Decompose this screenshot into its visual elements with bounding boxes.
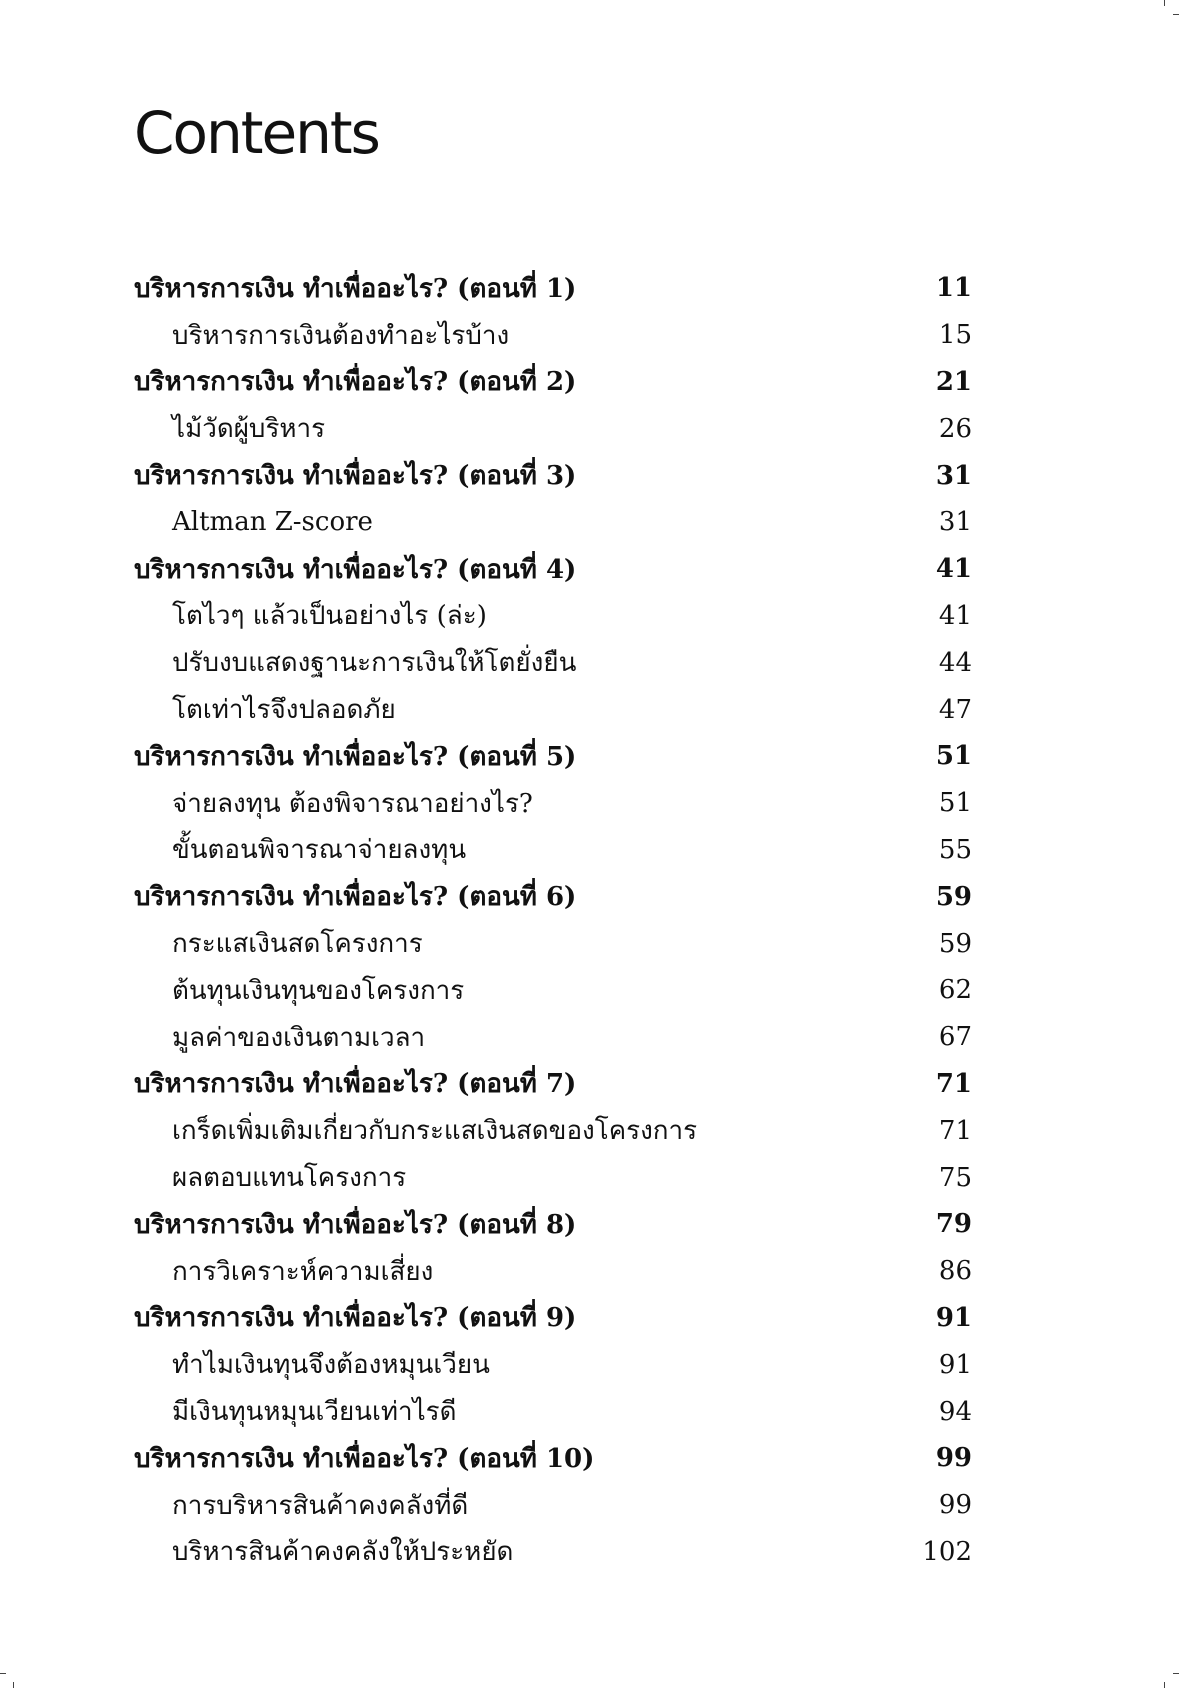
crop-mark-right-lower: [1173, 1673, 1179, 1674]
toc-entry-title: ไม้วัดผู้บริหาร: [172, 414, 326, 445]
toc-entry-title: การบริหารสินค้าคงคลังที่ดี: [172, 1490, 469, 1521]
toc-entry-page-number: 21: [935, 366, 972, 397]
toc-entry-page-number: 51: [938, 788, 972, 819]
toc-section-entry[interactable]: [134, 1388, 972, 1435]
toc-entry-page-number: 91: [935, 1302, 972, 1333]
toc-entry-page-number: 86: [938, 1256, 972, 1287]
toc-entry-page-number: 59: [935, 881, 972, 912]
toc-part-entry[interactable]: [134, 733, 972, 780]
toc-entry-page-number: 67: [938, 1022, 972, 1053]
toc-part-entry[interactable]: [134, 873, 972, 920]
page-title: Contents: [134, 99, 379, 167]
toc-entry-page-number: 55: [938, 834, 972, 865]
toc-entry-page-number: 79: [935, 1209, 972, 1240]
toc-section-entry[interactable]: [134, 312, 972, 359]
toc-entry-title: มูลค่าของเงินตามเวลา: [172, 1022, 426, 1053]
toc-entry-title: บริหารการเงิน ทำเพื่ออะไร? (ตอนที่ 10): [134, 1443, 595, 1474]
toc-entry-title: บริหารการเงิน ทำเพื่ออะไร? (ตอนที่ 1): [134, 273, 577, 304]
toc-section-entry[interactable]: [134, 639, 972, 686]
toc-section-entry[interactable]: [134, 1014, 972, 1061]
toc-entry-title: ขั้นตอนพิจารณาจ่ายลงทุน: [172, 835, 467, 866]
toc-entry-title: บริหารการเงิน ทำเพื่ออะไร? (ตอนที่ 7): [134, 1069, 577, 1100]
toc-section-entry[interactable]: [134, 1248, 972, 1295]
toc-part-entry[interactable]: [134, 1435, 972, 1482]
toc-entry-title: มีเงินทุนหมุนเวียนเท่าไรดี: [172, 1397, 457, 1428]
toc-entry-page-number: 99: [935, 1443, 972, 1474]
toc-part-entry[interactable]: [134, 265, 972, 312]
crop-mark-bottom-left: [13, 1682, 14, 1688]
toc-entry-title: บริหารสินค้าคงคลังให้ประหยัด: [172, 1537, 514, 1568]
toc-part-entry[interactable]: [134, 546, 972, 593]
toc-section-entry[interactable]: [134, 499, 972, 546]
toc-entry-page-number: 15: [938, 320, 972, 351]
toc-part-entry[interactable]: [134, 1061, 972, 1108]
toc-entry-title: เกร็ดเพิ่มเติมเกี่ยวกับกระแสเงินสดของโครงการ: [172, 1116, 698, 1147]
toc-section-entry[interactable]: [134, 1154, 972, 1201]
toc-entry-title: โตเท่าไรจึงปลอดภัย: [172, 695, 396, 726]
toc-entry-title: บริหารการเงิน ทำเพื่ออะไร? (ตอนที่ 9): [134, 1303, 577, 1334]
crop-mark-bottom-right: [1164, 1682, 1165, 1688]
toc-entry-page-number: 11: [935, 273, 972, 304]
toc-section-entry[interactable]: [134, 593, 972, 640]
toc-entry-page-number: 31: [938, 507, 972, 538]
toc-entry-title: บริหารการเงิน ทำเพื่ออะไร? (ตอนที่ 8): [134, 1209, 577, 1240]
toc-entry-title: บริหารการเงิน ทำเพื่ออะไร? (ตอนที่ 5): [134, 741, 577, 772]
toc-entry-page-number: 51: [935, 741, 972, 772]
toc-section-entry[interactable]: [134, 780, 972, 827]
toc-entry-title: บริหารการเงิน ทำเพื่ออะไร? (ตอนที่ 3): [134, 461, 577, 492]
toc-section-entry[interactable]: [134, 1341, 972, 1388]
toc-entry-title: โตไวๆ แล้วเป็นอย่างไร (ล่ะ): [172, 601, 487, 632]
toc-section-entry[interactable]: [134, 405, 972, 452]
toc-entry-title: Altman Z-score: [172, 507, 373, 538]
toc-entry-page-number: 91: [938, 1349, 972, 1380]
toc-entry-title: บริหารการเงิน ทำเพื่ออะไร? (ตอนที่ 4): [134, 554, 577, 585]
toc-part-entry[interactable]: [134, 452, 972, 499]
crop-mark-right-upper: [1173, 14, 1179, 15]
crop-mark-left-lower: [0, 1673, 6, 1674]
toc-entry-page-number: 62: [938, 975, 972, 1006]
table-of-contents: [134, 265, 972, 1575]
toc-section-entry[interactable]: [134, 1482, 972, 1529]
toc-section-entry[interactable]: [134, 827, 972, 874]
toc-entry-page-number: 75: [938, 1162, 972, 1193]
toc-entry-page-number: 41: [935, 554, 972, 585]
toc-entry-title: การวิเคราะห์ความเสี่ยง: [172, 1256, 434, 1287]
toc-entry-title: ปรับงบแสดงฐานะการเงินให้โตยั่งยืน: [172, 648, 577, 679]
toc-entry-page-number: 99: [938, 1490, 972, 1521]
toc-entry-title: บริหารการเงิน ทำเพื่ออะไร? (ตอนที่ 2): [134, 367, 577, 398]
toc-entry-title: จ่ายลงทุน ต้องพิจารณาอย่างไร?: [172, 788, 533, 819]
toc-entry-page-number: 94: [938, 1396, 972, 1427]
toc-part-entry[interactable]: [134, 1295, 972, 1342]
toc-entry-page-number: 71: [938, 1115, 972, 1146]
toc-part-entry[interactable]: [134, 1201, 972, 1248]
toc-entry-page-number: 26: [938, 413, 972, 444]
toc-section-entry[interactable]: [134, 1107, 972, 1154]
toc-entry-title: บริหารการเงิน ทำเพื่ออะไร? (ตอนที่ 6): [134, 882, 577, 913]
crop-mark-top-right: [1164, 0, 1165, 6]
toc-entry-title: บริหารการเงินต้องทำอะไรบ้าง: [172, 320, 510, 351]
toc-section-entry[interactable]: [134, 1529, 972, 1576]
toc-section-entry[interactable]: [134, 967, 972, 1014]
toc-part-entry[interactable]: [134, 359, 972, 406]
toc-entry-title: ทำไมเงินทุนจึงต้องหมุนเวียน: [172, 1350, 490, 1381]
toc-entry-page-number: 59: [938, 928, 972, 959]
toc-entry-title: ต้นทุนเงินทุนของโครงการ: [172, 975, 465, 1006]
toc-section-entry[interactable]: [134, 920, 972, 967]
toc-entry-page-number: 71: [935, 1068, 972, 1099]
toc-entry-page-number: 102: [922, 1536, 972, 1567]
toc-entry-title: กระแสเงินสดโครงการ: [172, 929, 423, 960]
toc-section-entry[interactable]: [134, 686, 972, 733]
toc-entry-page-number: 31: [935, 460, 972, 491]
toc-entry-page-number: 41: [938, 600, 972, 631]
toc-entry-title: ผลตอบแทนโครงการ: [172, 1163, 407, 1194]
toc-entry-page-number: 44: [938, 647, 972, 678]
toc-entry-page-number: 47: [938, 694, 972, 725]
